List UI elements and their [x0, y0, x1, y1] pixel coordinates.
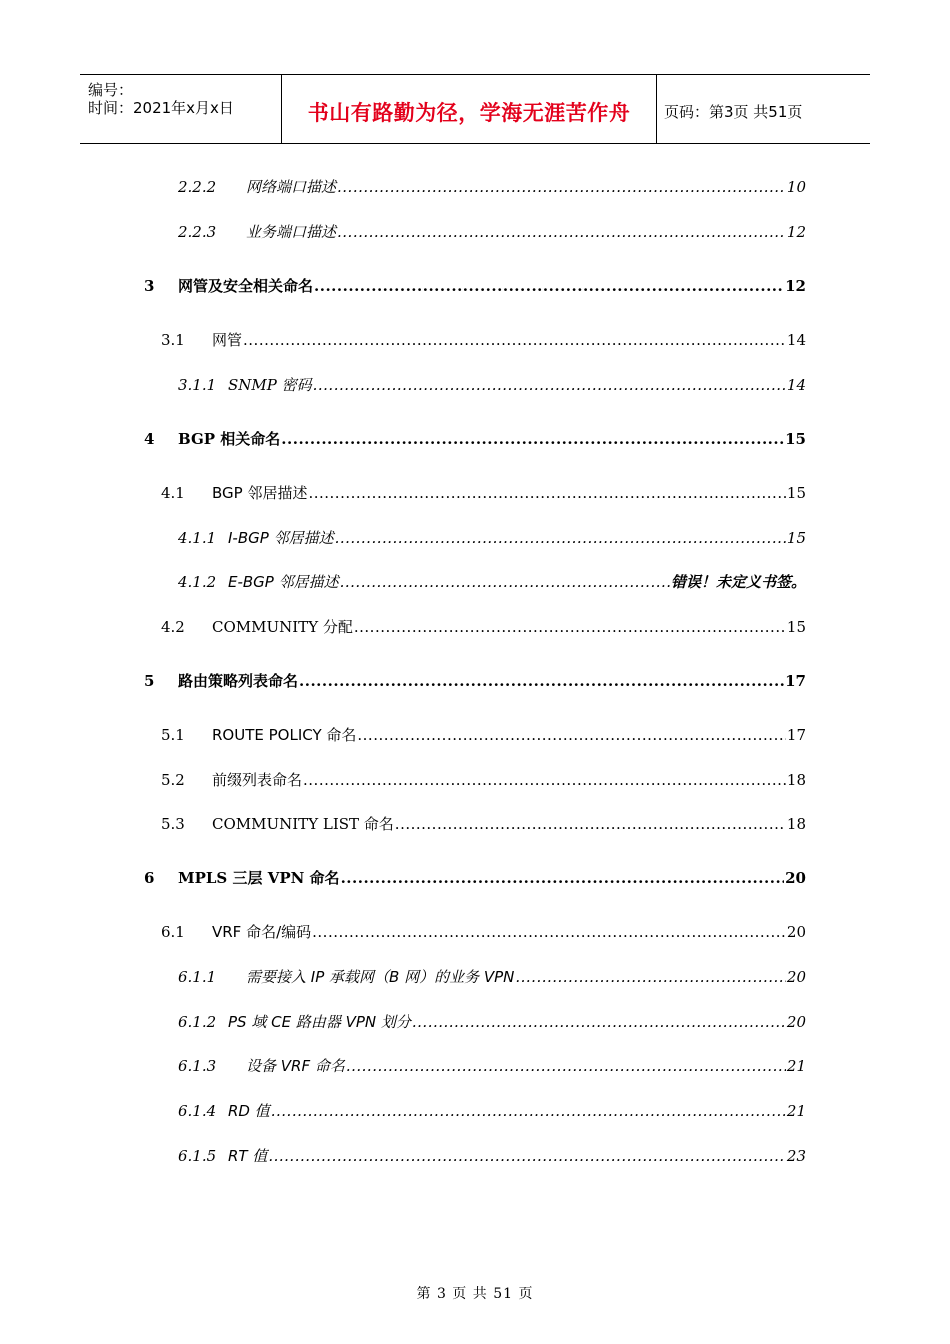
toc-leader-dots: [268, 1147, 786, 1165]
toc-leader-dots: [281, 430, 784, 448]
toc-entry-number: 4.2: [161, 618, 185, 636]
toc-leader-dots: [346, 1057, 786, 1075]
toc-entry-page: 10: [786, 178, 806, 196]
toc-entry-number: 6: [144, 869, 155, 887]
toc-entry[interactable]: [161, 329, 806, 351]
toc-leader-dots: [337, 223, 786, 241]
toc-leader-dots: [308, 484, 785, 502]
toc-leader-dots: [312, 923, 786, 941]
toc-leader-dots: [515, 968, 786, 986]
toc-entry-page: 20: [786, 968, 806, 986]
toc-entry[interactable]: [161, 616, 806, 638]
toc-entry-number: 4.1: [161, 484, 185, 502]
toc-entry-page: 18: [786, 771, 806, 789]
toc-entry-page: 17: [785, 672, 806, 690]
toc-entry[interactable]: [161, 813, 806, 835]
toc-entry-page: 17: [786, 726, 806, 744]
toc-entry-title: E-BGP 邻居描述: [228, 573, 339, 591]
toc-entry-page: 14: [786, 376, 806, 394]
document-number-label: 编号：: [88, 81, 134, 99]
toc-entry-title: 设备 VRF 命名: [246, 1057, 345, 1075]
toc-leader-dots: [243, 331, 786, 349]
toc-entry-number: 4.1.1: [178, 529, 217, 547]
toc-entry-number: 5: [144, 672, 155, 690]
toc-entry-page: 14: [786, 331, 806, 349]
toc-entry[interactable]: [144, 428, 806, 450]
toc-entry[interactable]: [178, 1055, 806, 1077]
toc-entry-number: 3.1.1: [178, 376, 217, 394]
toc-entry-page: 15: [786, 618, 806, 636]
toc-entry-number: 6.1.1: [178, 968, 217, 986]
toc-entry-title: COMMUNITY LIST 命名: [212, 815, 394, 833]
toc-leader-dots: [341, 869, 785, 887]
toc-entry-title: BGP 邻居描述: [212, 484, 308, 502]
toc-entry-page: 23: [786, 1147, 806, 1165]
toc-entry-page: 错误！未定义书签。: [670, 573, 806, 591]
toc-entry-page: 12: [785, 277, 806, 295]
toc-leader-dots: [314, 277, 784, 295]
toc-entry-number: 3.1: [161, 331, 185, 349]
toc-entry-number: 4.1.2: [178, 573, 217, 591]
page-footer: 第 3 页 共 51 页: [416, 1286, 534, 1302]
toc-entry-title: MPLS 三层 VPN 命名: [178, 869, 340, 887]
toc-entry-title: BGP 相关命名: [178, 430, 281, 448]
toc-leader-dots: [340, 573, 670, 591]
toc-entry-title: VRF 命名/编码: [212, 923, 312, 941]
toc-entry[interactable]: [178, 966, 806, 988]
toc-entry[interactable]: [178, 176, 806, 198]
toc-leader-dots: [354, 618, 786, 636]
toc-entry[interactable]: [161, 482, 806, 504]
toc-entry-title: 前缀列表命名: [212, 771, 303, 789]
toc-leader-dots: [303, 771, 786, 789]
toc-entry-number: 3: [144, 277, 155, 295]
toc-leader-dots: [299, 672, 784, 690]
toc-entry[interactable]: [144, 275, 806, 297]
toc-entry-title: PS 域 CE 路由器 VPN 划分: [228, 1013, 411, 1031]
toc-entry[interactable]: [178, 374, 806, 396]
toc-leader-dots: [337, 178, 786, 196]
toc-entry-page: 18: [786, 815, 806, 833]
toc-leader-dots: [313, 376, 786, 394]
toc-entry[interactable]: [161, 921, 806, 943]
toc-leader-dots: [412, 1013, 786, 1031]
toc-entry-title: 业务端口描述: [246, 223, 337, 241]
toc-entry-page: 15: [786, 529, 806, 547]
toc-entry[interactable]: [178, 221, 806, 243]
toc-entry-page: 20: [786, 923, 806, 941]
toc-entry-title: ROUTE POLICY 命名: [212, 726, 357, 744]
toc-entry-number: 6.1.3: [178, 1057, 217, 1075]
toc-leader-dots: [335, 529, 786, 547]
toc-entry-number: 2.2.2: [178, 178, 217, 196]
toc-entry-title: 路由策略列表命名: [178, 672, 299, 690]
header-motto: 书山有路勤为径，学海无涯苦作舟: [307, 101, 631, 125]
toc-entry-number: 5.1: [161, 726, 185, 744]
toc-entry[interactable]: [161, 724, 806, 746]
toc-entry[interactable]: [144, 867, 806, 889]
toc-entry[interactable]: [178, 527, 806, 549]
toc-entry-number: 4: [144, 430, 155, 448]
toc-entry-number: 5.3: [161, 815, 185, 833]
toc-entry[interactable]: [178, 1145, 806, 1167]
toc-entry-title: SNMP 密码: [228, 376, 312, 394]
toc-entry-title: COMMUNITY 分配: [212, 618, 353, 636]
toc-entry-page: 20: [786, 1013, 806, 1031]
toc-entry-page: 12: [786, 223, 806, 241]
toc-leader-dots: [357, 726, 786, 744]
toc-entry-title: RD 值: [228, 1102, 270, 1120]
document-time-label: 时间：2021年x月x日: [88, 99, 234, 117]
toc-entry-page: 20: [785, 869, 806, 887]
toc-entry-title: RT 值: [228, 1147, 268, 1165]
toc-entry-title: 网管: [212, 331, 243, 349]
header-page-info: 页码：第3页 共51页: [664, 103, 803, 121]
toc-leader-dots: [271, 1102, 786, 1120]
toc-entry[interactable]: [178, 571, 806, 593]
toc-entry-title: 需要接入 IP 承载网（B 网）的业务 VPN: [246, 968, 515, 986]
toc-entry-number: 6.1: [161, 923, 185, 941]
toc-entry-title: 网管及安全相关命名: [178, 277, 314, 295]
toc-entry-page: 15: [785, 430, 806, 448]
toc-entry-number: 6.1.4: [178, 1102, 217, 1120]
toc-entry-title: I-BGP 邻居描述: [228, 529, 334, 547]
toc-entry-title: 网络端口描述: [246, 178, 337, 196]
toc-entry-page: 21: [786, 1057, 806, 1075]
toc-entry[interactable]: [178, 1011, 806, 1033]
toc-entry-number: 6.1.2: [178, 1013, 217, 1031]
toc-leader-dots: [395, 815, 786, 833]
toc-entry[interactable]: [161, 769, 806, 791]
toc-entry-number: 6.1.5: [178, 1147, 217, 1165]
toc-entry[interactable]: [144, 670, 806, 692]
toc-entry-page: 21: [786, 1102, 806, 1120]
toc-entry-page: 15: [786, 484, 806, 502]
toc-entry[interactable]: [178, 1100, 806, 1122]
toc-entry-number: 2.2.3: [178, 223, 217, 241]
toc-entry-number: 5.2: [161, 771, 185, 789]
